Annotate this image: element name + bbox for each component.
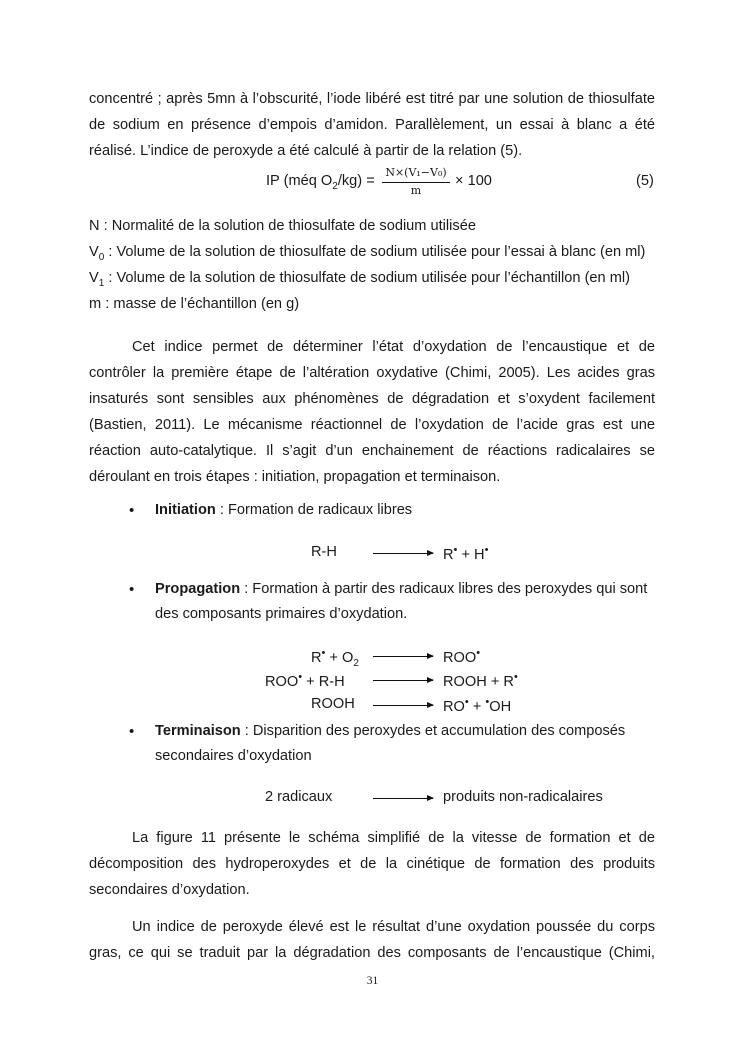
- intro-line-1: concentré ; après 5mn à l’obscurité, l’iode libéré est titré par une solution de thiosulfate: [89, 91, 655, 107]
- terminaison-line-2: secondaires d’oxydation: [155, 748, 312, 764]
- equation-number: (5): [636, 173, 654, 189]
- page-number: 31: [366, 975, 379, 987]
- bullet-terminaison: •: [129, 723, 135, 740]
- reaction-arrow: [373, 705, 433, 706]
- equation-denominator: m: [410, 184, 422, 197]
- propagation-r1-product: ROO•: [443, 647, 481, 666]
- bullet-initiation: •: [129, 502, 135, 519]
- intro-line-2: de sodium en présence d’empois d’amidon. Parallèlement, un essai à blanc a été: [89, 117, 655, 133]
- paragraph-high-index: [89, 914, 655, 966]
- intro-paragraph: [89, 86, 655, 164]
- initiation-reactant: R-H: [311, 544, 337, 560]
- reaction-arrow: [373, 656, 433, 657]
- equation-lhs: IP (méq $O_2/kg$) =: [266, 173, 375, 192]
- para1-line-6: déroulant en trois étapes : initiation, propagation et terminaison.: [89, 469, 501, 485]
- para1-line-2: contrôler la première étape de l’altération oxydative (Chimi, 2005). Les acides gras: [89, 365, 655, 381]
- paragraph-figure-11: [89, 825, 655, 903]
- para1-line-5: réaction auto-catalytique. Il s’agit d’un enchainement de réactions radicalaires se: [89, 443, 655, 459]
- reaction-arrow: [373, 553, 433, 554]
- definition-n: N : Normalité de la solution de thiosulfate de sodium utilisée: [89, 218, 476, 234]
- propagation-r3-reactant: ROOH: [311, 696, 355, 712]
- para1-line-3: insaturés sont sensibles aux phénomènes de dégradation et s’oxydent facilement: [89, 391, 655, 407]
- terminaison-reactant: 2 radicaux: [265, 789, 333, 805]
- para2-line-1: La figure 11 présente le schéma simplifié de la vitesse de formation et de: [132, 830, 655, 846]
- definition-v1: $V_1$ : Volume de la solution de thiosulfate de sodium utilisée pour l’échantillon (en ml): [89, 270, 630, 289]
- terminaison-heading: Terminaison : Disparition des peroxydes et accumulation des composés: [155, 723, 626, 739]
- paragraph-mechanism: [89, 334, 655, 490]
- propagation-r3-product: RO• + •OH: [443, 696, 512, 715]
- reaction-arrow: [373, 798, 433, 799]
- para3-line-1: Un indice de peroxyde élevé est le résultat d’une oxydation poussée du corps: [132, 919, 655, 935]
- equation-multiplier: × 100: [455, 173, 492, 189]
- fraction-bar: [382, 182, 450, 183]
- propagation-heading: Propagation : Formation à partir des radicaux libres des peroxydes qui sont: [155, 581, 648, 597]
- propagation-r2-reactant: ROO• + R-H: [265, 671, 345, 690]
- propagation-line-2: des composants primaires d’oxydation.: [155, 606, 408, 622]
- para1-line-1: Cet indice permet de déterminer l’état d’oxydation de l’encaustique et de: [132, 339, 655, 355]
- propagation-r1-reactant: $R^• + O_2$: [311, 647, 359, 669]
- para1-line-4: (Bastien, 2011). Le mécanisme réactionnel de l’oxydation de l’acide gras est une: [89, 417, 655, 433]
- initiation-product: R• + H•: [443, 544, 489, 563]
- initiation-heading: Initiation : Formation de radicaux libres: [155, 502, 413, 518]
- definition-m: m : masse de l’échantillon (en g): [89, 296, 300, 312]
- equation-numerator: N×(V₁−V₀): [385, 166, 447, 179]
- para2-line-3: secondaires d’oxydation.: [89, 882, 250, 898]
- propagation-r2-product: ROOH + R•: [443, 671, 518, 690]
- bullet-propagation: •: [129, 581, 135, 598]
- intro-line-3: réalisé. L’indice de peroxyde a été calculé à partir de la relation (5).: [89, 143, 523, 159]
- para3-line-2: gras, ce qui se traduit par la dégradation des composants de l’encaustique (Chimi,: [89, 945, 655, 961]
- reaction-arrow: [373, 680, 433, 681]
- para2-line-2: décomposition des hydroperoxydes et de la cinétique de formation des produits: [89, 856, 655, 872]
- terminaison-product: produits non-radicalaires: [443, 789, 603, 805]
- definition-v0: $V_0$ : Volume de la solution de thiosulfate de sodium utilisée pour l’essai à blanc (en ml): [89, 244, 646, 263]
